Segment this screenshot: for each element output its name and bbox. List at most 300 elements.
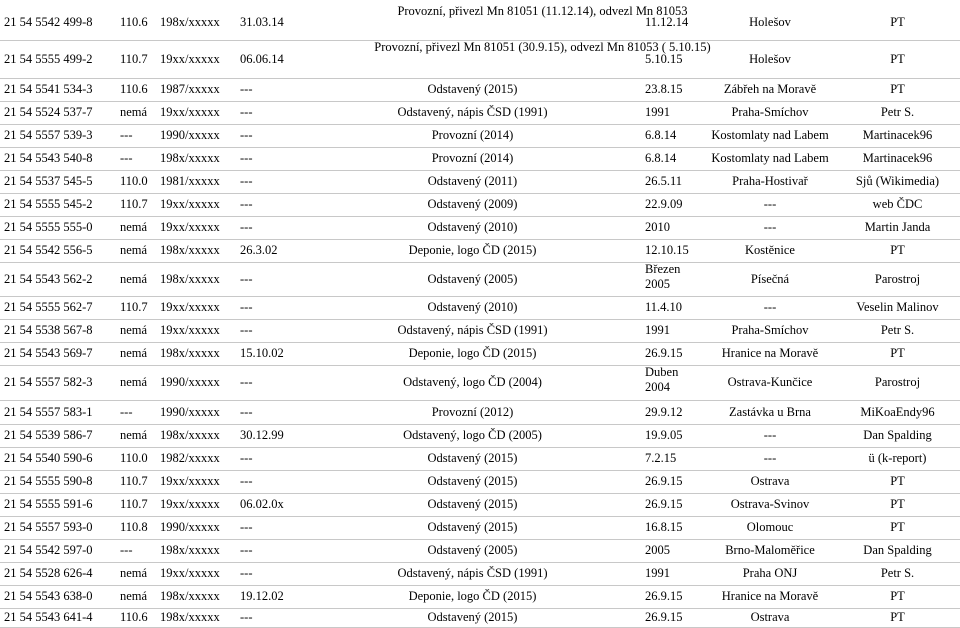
cell-observed-date	[645, 608, 705, 627]
table-row	[0, 447, 960, 471]
cell-observed-date-text: 26.9.15	[645, 589, 683, 603]
cell-build-year-text: 198x/xxxxx	[160, 243, 220, 257]
cell-motor-text: nemá	[120, 566, 148, 580]
table-row	[0, 296, 960, 320]
cell-author-text: Martinacek96	[862, 128, 933, 142]
cell-status-text: Deponie, logo ČD (2015)	[408, 589, 537, 603]
cell-wagon-number-text: 21 54 5555 590-8	[4, 474, 93, 488]
cell-revision-date	[240, 124, 300, 147]
cell-location-text: Ostrava	[750, 610, 790, 624]
cell-revision-date	[240, 493, 300, 516]
cell-observed-date-text: 22.9.09	[645, 197, 683, 211]
cell-revision-date-text: 06.02.0x	[240, 497, 284, 511]
cell-author-text: Petr S.	[880, 105, 915, 119]
cell-author	[835, 562, 960, 585]
cell-motor	[120, 239, 160, 262]
cell-motor	[120, 4, 160, 40]
cell-build-year-text: 198x/xxxxx	[160, 428, 220, 442]
cell-observed-date	[645, 447, 705, 470]
cell-motor-text: nemá	[120, 220, 148, 234]
cell-status	[300, 562, 645, 585]
cell-build-year-text: 19xx/xxxxx	[160, 51, 220, 66]
cell-build-year	[160, 608, 240, 627]
cell-motor-text: 110.7	[120, 300, 148, 314]
cell-status	[300, 101, 645, 124]
cell-status	[300, 40, 711, 78]
cell-author	[835, 239, 960, 262]
cell-motor	[120, 216, 160, 239]
cell-author	[835, 78, 960, 101]
cell-motor-text: nemá	[120, 243, 148, 257]
cell-build-year	[160, 539, 240, 562]
cell-author	[835, 424, 960, 447]
cell-wagon-number-text: 21 54 5557 582-3	[4, 375, 93, 389]
cell-revision-date-text: ---	[240, 543, 253, 557]
table-row	[0, 470, 960, 494]
cell-status	[300, 365, 645, 400]
table-row	[0, 424, 960, 448]
cell-status-text: Odstavený (2009)	[427, 197, 518, 211]
cell-observed-date-text: 1991	[645, 566, 670, 580]
cell-location-text: Holešov	[749, 51, 791, 66]
cell-observed-date-text: Březen 2005	[645, 262, 681, 291]
cell-status	[300, 424, 645, 447]
cell-revision-date-text: ---	[240, 566, 253, 580]
cell-wagon-number	[4, 147, 120, 170]
cell-author-text: PT	[890, 243, 905, 257]
cell-motor-text: 110.7	[120, 51, 148, 66]
cell-motor-text: nemá	[120, 428, 148, 442]
cell-revision-date	[240, 216, 300, 239]
cell-observed-date-text: 1991	[645, 323, 670, 337]
cell-status	[300, 78, 645, 101]
cell-motor	[120, 193, 160, 216]
cell-author	[835, 585, 960, 608]
cell-observed-date	[645, 400, 705, 424]
cell-location-text: Ostrava	[750, 474, 790, 488]
cell-revision-date	[240, 608, 300, 627]
cell-wagon-number	[4, 262, 120, 296]
cell-observed-date-text: 26.9.15	[645, 474, 683, 488]
cell-author-text: Martinacek96	[862, 151, 933, 165]
cell-motor	[120, 400, 160, 424]
cell-wagon-number	[4, 170, 120, 193]
cell-wagon-number	[4, 400, 120, 424]
cell-location	[705, 424, 835, 447]
cell-location-text: Praha-Hostivař	[732, 174, 808, 188]
cell-author-text: PT	[890, 51, 905, 66]
cell-status	[300, 447, 645, 470]
cell-revision-date	[240, 562, 300, 585]
cell-author-text: Parostroj	[874, 375, 921, 389]
cell-status-text: Odstavený (2005)	[427, 543, 518, 557]
cell-wagon-number-text: 21 54 5555 562-7	[4, 300, 93, 314]
cell-wagon-number-text: 21 54 5528 626-4	[4, 566, 93, 580]
cell-motor-text: 110.7	[120, 497, 148, 511]
table-row	[0, 319, 960, 343]
cell-author	[835, 342, 960, 365]
cell-motor	[120, 101, 160, 124]
cell-author	[835, 124, 960, 147]
cell-location	[705, 516, 835, 539]
cell-status-text: Odstavený, nápis ČSD (1991)	[397, 105, 548, 119]
cell-status-text: Provozní (2014)	[431, 128, 514, 142]
cell-author-text: PT	[890, 520, 905, 534]
cell-observed-date-text: 26.5.11	[645, 174, 683, 188]
cell-wagon-number	[4, 342, 120, 365]
cell-wagon-number-text: 21 54 5555 555-0	[4, 220, 93, 234]
cell-revision-date	[240, 365, 300, 400]
cell-revision-date	[240, 470, 300, 493]
cell-build-year	[160, 78, 240, 101]
table-row	[0, 216, 960, 240]
cell-revision-date-text: ---	[240, 174, 253, 188]
cell-observed-date	[645, 170, 705, 193]
table-row	[0, 562, 960, 586]
cell-author-text: web ČDC	[872, 197, 923, 211]
cell-observed-date	[645, 470, 705, 493]
cell-author	[835, 296, 960, 319]
cell-motor-text: 110.8	[120, 520, 148, 534]
cell-revision-date-text: ---	[240, 375, 253, 389]
cell-author	[835, 447, 960, 470]
cell-author	[835, 400, 960, 424]
cell-observed-date	[645, 193, 705, 216]
table-row	[0, 239, 960, 263]
cell-observed-date-text: Duben 2004	[645, 365, 679, 394]
cell-status	[300, 493, 645, 516]
cell-revision-date	[240, 170, 300, 193]
table-row	[0, 4, 960, 41]
cell-location	[705, 147, 835, 170]
cell-wagon-number	[4, 516, 120, 539]
cell-author-text: PT	[890, 610, 905, 624]
cell-build-year-text: 19xx/xxxxx	[160, 105, 220, 119]
cell-revision-date	[240, 78, 300, 101]
cell-location	[705, 562, 835, 585]
cell-build-year	[160, 585, 240, 608]
cell-observed-date	[645, 424, 705, 447]
cell-wagon-number	[4, 101, 120, 124]
cell-observed-date	[645, 40, 705, 78]
cell-motor-text: nemá	[120, 105, 148, 119]
cell-revision-date	[240, 101, 300, 124]
cell-author	[835, 493, 960, 516]
cell-build-year-text: 19xx/xxxxx	[160, 197, 220, 211]
cell-author	[835, 4, 960, 40]
cell-location	[705, 342, 835, 365]
cell-motor	[120, 262, 160, 296]
cell-motor	[120, 170, 160, 193]
cell-location-text: Hranice na Moravě	[721, 346, 819, 360]
cell-observed-date-text: 7.2.15	[645, 451, 677, 465]
cell-motor	[120, 539, 160, 562]
cell-wagon-number-text: 21 54 5543 562-2	[4, 271, 93, 286]
cell-wagon-number-text: 21 54 5538 567-8	[4, 323, 93, 337]
cell-status	[300, 216, 645, 239]
cell-build-year-text: 1990/xxxxx	[160, 375, 220, 389]
cell-motor	[120, 470, 160, 493]
cell-observed-date-text: 6.8.14	[645, 128, 677, 142]
cell-wagon-number-text: 21 54 5543 638-0	[4, 589, 93, 603]
cell-location-text: Praha-Smíchov	[731, 323, 809, 337]
cell-build-year	[160, 262, 240, 296]
cell-wagon-number	[4, 539, 120, 562]
cell-motor	[120, 147, 160, 170]
cell-revision-date-text: ---	[240, 323, 253, 337]
cell-build-year-text: 198x/xxxxx	[160, 151, 220, 165]
cell-build-year	[160, 296, 240, 319]
cell-author-text: ü (k-report)	[868, 451, 927, 465]
cell-build-year-text: 198x/xxxxx	[160, 543, 220, 557]
table-row	[0, 539, 960, 563]
table-row	[0, 608, 960, 628]
table-row	[0, 147, 960, 171]
cell-revision-date	[240, 342, 300, 365]
cell-revision-date-text: 15.10.02	[240, 346, 284, 360]
cell-status	[300, 539, 645, 562]
cell-wagon-number-text: 21 54 5537 545-5	[4, 174, 93, 188]
cell-status	[300, 516, 645, 539]
cell-wagon-number-text: 21 54 5555 545-2	[4, 197, 93, 211]
cell-wagon-number-text: 21 54 5542 597-0	[4, 543, 93, 557]
cell-status-text: Deponie, logo ČD (2015)	[408, 346, 537, 360]
table-row	[0, 262, 960, 297]
cell-revision-date-text: 30.12.99	[240, 428, 284, 442]
cell-build-year-text: 198x/xxxxx	[160, 610, 220, 624]
cell-author-text: Petr S.	[880, 566, 915, 580]
cell-build-year-text: 1982/xxxxx	[160, 451, 220, 465]
cell-motor-text: ---	[120, 543, 133, 557]
cell-motor-text: nemá	[120, 589, 148, 603]
cell-wagon-number-text: 21 54 5543 569-7	[4, 346, 93, 360]
cell-revision-date	[240, 539, 300, 562]
cell-observed-date-text: 26.9.15	[645, 610, 683, 624]
cell-location	[705, 262, 835, 296]
cell-location	[705, 493, 835, 516]
cell-observed-date	[645, 101, 705, 124]
cell-motor-text: 110.6	[120, 82, 148, 96]
cell-location-text: ---	[763, 300, 777, 314]
cell-author	[835, 101, 960, 124]
cell-status-text: Provozní, přivezl Mn 81051 (11.12.14), odvezl Mn 81053	[397, 4, 688, 18]
cell-location	[705, 216, 835, 239]
cell-observed-date	[645, 365, 705, 400]
cell-author-text: PT	[890, 497, 905, 511]
table-row	[0, 78, 960, 102]
cell-revision-date	[240, 40, 300, 78]
cell-observed-date	[645, 493, 705, 516]
cell-observed-date-text: 11.4.10	[645, 300, 683, 314]
cell-revision-date-text: 06.06.14	[240, 51, 284, 66]
cell-revision-date-text: ---	[240, 271, 253, 286]
cell-author-text: Veselin Malinov	[856, 300, 939, 314]
table-row	[0, 342, 960, 366]
cell-wagon-number	[4, 296, 120, 319]
cell-author	[835, 170, 960, 193]
cell-location	[705, 193, 835, 216]
cell-status-text: Odstavený (2015)	[427, 520, 518, 534]
cell-location-text: ---	[763, 451, 777, 465]
cell-observed-date-text: 12.10.15	[645, 243, 689, 257]
cell-observed-date-text: 2005	[645, 543, 670, 557]
cell-motor-text: 110.7	[120, 474, 148, 488]
cell-observed-date-text: 16.8.15	[645, 520, 683, 534]
cell-author-text: PT	[890, 474, 905, 488]
cell-wagon-number	[4, 319, 120, 342]
cell-build-year	[160, 562, 240, 585]
cell-observed-date	[645, 239, 705, 262]
cell-wagon-number	[4, 562, 120, 585]
cell-wagon-number-text: 21 54 5543 540-8	[4, 151, 93, 165]
cell-wagon-number	[4, 216, 120, 239]
cell-observed-date	[645, 562, 705, 585]
cell-motor	[120, 124, 160, 147]
cell-status	[300, 124, 645, 147]
cell-wagon-number	[4, 608, 120, 627]
cell-observed-date	[645, 516, 705, 539]
cell-wagon-number	[4, 4, 120, 40]
cell-build-year-text: 198x/xxxxx	[160, 346, 220, 360]
cell-status	[300, 239, 645, 262]
table-row	[0, 365, 960, 401]
cell-status-text: Deponie, logo ČD (2015)	[408, 243, 537, 257]
cell-observed-date-text: 29.9.12	[645, 404, 683, 419]
cell-motor	[120, 608, 160, 627]
cell-location-text: Kostěnice	[745, 243, 795, 257]
cell-observed-date	[645, 296, 705, 319]
cell-observed-date-text: 26.9.15	[645, 497, 683, 511]
cell-status-text: Odstavený, nápis ČSD (1991)	[397, 566, 548, 580]
cell-location	[705, 447, 835, 470]
cell-wagon-number	[4, 239, 120, 262]
cell-build-year-text: 19xx/xxxxx	[160, 300, 220, 314]
cell-location-text: Kostomlaty nad Labem	[711, 128, 829, 142]
table-row	[0, 516, 960, 540]
cell-status-text: Odstavený (2015)	[427, 451, 518, 465]
cell-revision-date	[240, 319, 300, 342]
cell-build-year	[160, 447, 240, 470]
cell-location	[705, 470, 835, 493]
cell-wagon-number	[4, 470, 120, 493]
cell-wagon-number	[4, 78, 120, 101]
cell-revision-date-text: ---	[240, 197, 253, 211]
cell-status-text: Provozní, přivezl Mn 81051 (30.9.15), odvezl Mn 81053 ( 5.10.15)	[374, 40, 711, 54]
cell-location	[705, 296, 835, 319]
cell-revision-date-text: ---	[240, 128, 253, 142]
cell-author	[835, 262, 960, 296]
cell-build-year-text: 1990/xxxxx	[160, 128, 220, 142]
cell-status	[300, 470, 645, 493]
cell-location	[705, 78, 835, 101]
cell-location-text: Kostomlaty nad Labem	[711, 151, 829, 165]
cell-build-year	[160, 239, 240, 262]
cell-motor	[120, 562, 160, 585]
cell-status-text: Provozní (2012)	[431, 404, 514, 419]
cell-build-year-text: 19xx/xxxxx	[160, 566, 220, 580]
cell-location	[705, 101, 835, 124]
cell-location	[705, 608, 835, 627]
cell-location	[705, 365, 835, 400]
cell-location-text: Brno-Maloměřice	[725, 543, 815, 557]
cell-observed-date	[645, 124, 705, 147]
cell-observed-date	[645, 78, 705, 101]
cell-revision-date-text: ---	[240, 451, 253, 465]
cell-revision-date-text: ---	[240, 151, 253, 165]
cell-build-year	[160, 147, 240, 170]
cell-wagon-number-text: 21 54 5555 499-2	[4, 51, 93, 66]
cell-author	[835, 319, 960, 342]
cell-author-text: PT	[890, 589, 905, 603]
cell-motor-text: nemá	[120, 271, 148, 286]
cell-status-text: Odstavený (2015)	[427, 610, 518, 624]
cell-motor	[120, 40, 160, 78]
cell-location-text: Zábřeh na Moravě	[723, 82, 817, 96]
cell-status	[300, 400, 645, 424]
cell-status-text: Odstavený, logo ČD (2005)	[403, 428, 542, 442]
cell-observed-date-text: 5.10.15	[645, 51, 683, 66]
cell-wagon-number-text: 21 54 5524 537-7	[4, 105, 93, 119]
cell-status	[300, 585, 645, 608]
cell-observed-date-text: 1991	[645, 105, 670, 119]
cell-location-text: Olomouc	[746, 520, 794, 534]
cell-revision-date	[240, 193, 300, 216]
cell-revision-date	[240, 447, 300, 470]
cell-wagon-number-text: 21 54 5542 556-5	[4, 243, 93, 257]
cell-motor	[120, 342, 160, 365]
cell-author	[835, 539, 960, 562]
cell-wagon-number-text: 21 54 5540 590-6	[4, 451, 93, 465]
cell-observed-date-text: 19.9.05	[645, 428, 683, 442]
cell-observed-date-text: 23.8.15	[645, 82, 683, 96]
cell-build-year-text: 198x/xxxxx	[160, 271, 220, 286]
cell-wagon-number-text: 21 54 5542 499-8	[4, 14, 93, 29]
cell-revision-date	[240, 262, 300, 296]
cell-motor-text: ---	[120, 128, 133, 142]
cell-motor-text: 110.7	[120, 197, 148, 211]
cell-status	[300, 342, 645, 365]
cell-location-text: Zastávka u Brna	[729, 404, 811, 419]
cell-revision-date-text: ---	[240, 220, 253, 234]
cell-build-year-text: 19xx/xxxxx	[160, 323, 220, 337]
cell-observed-date	[645, 147, 705, 170]
cell-status	[300, 319, 645, 342]
cell-build-year	[160, 124, 240, 147]
cell-build-year	[160, 101, 240, 124]
cell-author-text: Petr S.	[880, 323, 915, 337]
cell-revision-date	[240, 239, 300, 262]
cell-author-text: Dan Spalding	[863, 428, 932, 442]
table-row	[0, 124, 960, 148]
cell-wagon-number-text: 21 54 5541 534-3	[4, 82, 93, 96]
cell-revision-date	[240, 585, 300, 608]
cell-motor-text: 110.6	[120, 610, 148, 624]
cell-build-year-text: 1987/xxxxx	[160, 82, 220, 96]
cell-build-year	[160, 342, 240, 365]
cell-build-year	[160, 193, 240, 216]
cell-revision-date	[240, 424, 300, 447]
cell-author-text: Sjů (Wikimedia)	[855, 174, 940, 188]
cell-author	[835, 516, 960, 539]
cell-location	[705, 585, 835, 608]
cell-motor	[120, 585, 160, 608]
table-row	[0, 193, 960, 217]
cell-status-text: Odstavený (2010)	[427, 220, 518, 234]
cell-wagon-number	[4, 40, 120, 78]
cell-status-text: Odstavený (2015)	[427, 82, 518, 96]
cell-motor-text: nemá	[120, 375, 148, 389]
cell-revision-date	[240, 296, 300, 319]
